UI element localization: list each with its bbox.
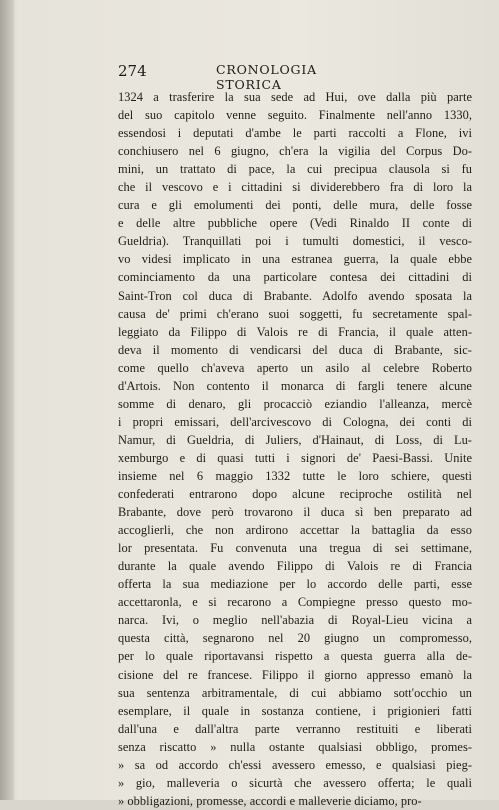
text-line: Brabante, dove però trovarono il duca sì ben preparato ad (118, 505, 472, 520)
page-header (118, 62, 368, 92)
text-line: Saint-Tron col duca di Brabante. Adolfo avendo sposata la (118, 288, 472, 303)
text-line: somme di denaro, gli procacciò eziandio l'alleanza, mercè (118, 396, 472, 411)
text-line: sua sentenza arbitramentale, di cui abbiamo sott'occhio un (118, 685, 472, 700)
text-line: accettaronla, e si recarono a Compiegne presso questo mo- (118, 595, 472, 610)
text-line: dall'una e dall'altra parte verranno restituiti e liberati (118, 721, 472, 736)
text-line: cisione del re francese. Filippo il giorno appresso emanò la (118, 667, 472, 682)
text-line: Gueldria). Tranquillati poi i tumulti domestici, il vesco- (118, 234, 472, 249)
page-gutter (0, 0, 14, 800)
text-line: cominciamento da una particolare contesa dei cittadini di (118, 270, 472, 285)
text-line: Namur, di Gueldria, di Juliers, d'Hainaut, di Loss, di Lu- (118, 432, 472, 447)
text-line: » obbligazioni, promesse, accordi e malleverie diciamo, pro- (118, 793, 422, 808)
text-line: » gio, malleveria o sicurtà che avessero offerta; le quali (118, 775, 472, 790)
text-line: i propri emissari, dell'arcivescovo di Cologna, dei conti di (118, 414, 472, 429)
text-line: che il vescovo e i cittadini si dividerebbero fra di loro la (118, 180, 472, 195)
text-line: 1324 a trasferire la sua sede ad Hui, ove dalla più parte (118, 90, 472, 104)
body-text (118, 88, 472, 810)
text-line: per lo quale riportavansi rispetto a questa guerra alla de- (118, 649, 472, 664)
text-line: narca. Ivi, o meglio nell'abazia di Royal-Lieu vicina a (118, 613, 472, 628)
text-line: confederati entrarono dopo alcune reciproche ostilità nel (118, 487, 472, 502)
text-line: deva il momento di vendicarsi del duca di Brabante, sic- (118, 342, 472, 357)
text-line: conchiusero nel 6 giugno, ch'era la vigilia del Corpus Do- (118, 144, 472, 159)
running-title: CRONOLOGIA STORICA (216, 62, 317, 92)
text-line: cura e gli emolumenti dei ponti, delle mura, delle fosse (118, 198, 472, 213)
text-line: esemplare, il quale in sostanza contiene, i prigionieri fatti (118, 703, 472, 718)
text-line: » sa od accordo ch'essi avessero emesso, e qualsiasi pieg- (118, 757, 472, 772)
text-line: come quello ch'aveva aperto un asilo al celebre Roberto (118, 360, 472, 375)
text-line: xemburgo e di quasi tutti i signori de' Paesi-Bassi. Unite (118, 450, 472, 465)
text-line: causa de' primi ch'erano suoi soggetti, fu secretamente spal- (118, 306, 472, 321)
text-line: essendosi i deputati d'ambe le parti raccolti a Flone, ivi (118, 126, 472, 141)
text-line: mini, un trattato di pace, la cui precipua clausola si fu (118, 162, 472, 177)
text-line: del suo capitolo venne seguito. Finalmente nell'anno 1330, (118, 108, 472, 123)
text-line: leggiato da Filippo di Valois re di Francia, il quale atten- (118, 324, 472, 339)
text-line: insieme nel 6 maggio 1332 tutte le loro schiere, questi (118, 468, 472, 483)
text-line: accoglierli, che non ardirono accettar la battaglia da esso (118, 523, 472, 538)
text-line: d'Artois. Non contento il monarca di fargli tenere alcune (118, 378, 472, 393)
page-number: 274 (118, 62, 147, 80)
text-line: vo videsi implicato in una estranea guerra, la quale ebbe (118, 252, 472, 267)
text-line: questa città, segnarono nel 20 giugno un compromesso, (118, 631, 472, 646)
text-line: lor presentata. Fu convenuta una tregua di sei settimane, (118, 541, 472, 556)
text-line: e delle altre pubbliche opere (Vedi Rinaldo II conte di (118, 216, 472, 231)
text-line: durante la quale avendo Filippo di Valois re di Francia (118, 559, 472, 574)
text-line: offerta la sua mediazione per lo accordo delle parti, esse (118, 577, 472, 592)
text-line: senza riscatto » nulla ostante qualsiasi obbligo, promes- (118, 739, 472, 754)
